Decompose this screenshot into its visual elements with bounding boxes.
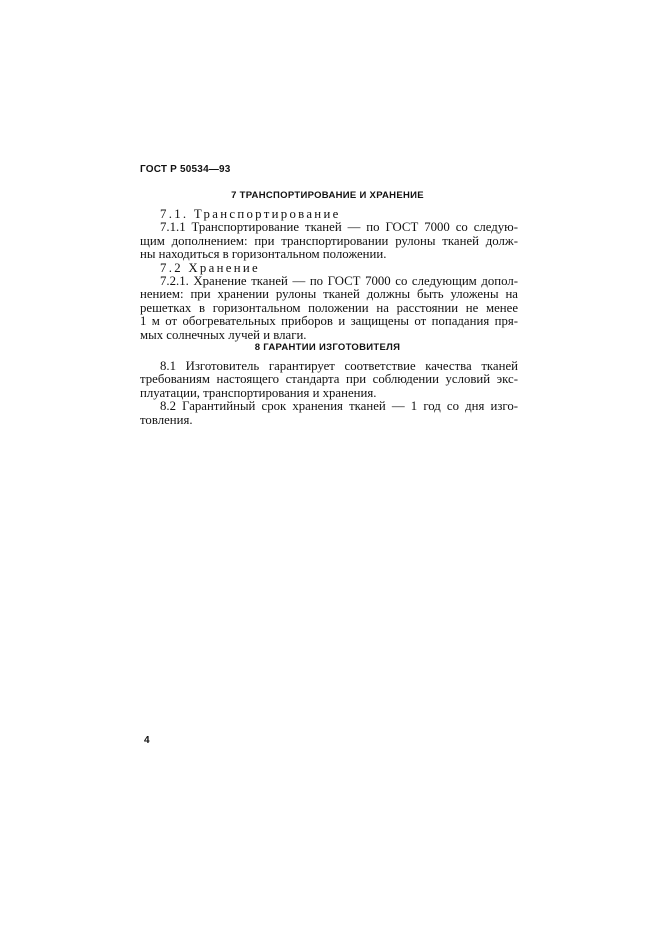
subsection-7-2-heading: 7.2 Хранение xyxy=(160,260,261,275)
paragraph-line: требованиям настоящего стандарта при соблюдении условий экс- xyxy=(140,372,518,387)
paragraph-7-1-1 xyxy=(140,221,518,261)
paragraph-line: товления. xyxy=(140,412,193,427)
paragraph-line: 1 м от обогревательных приборов и защищены от попадания пря- xyxy=(140,314,518,329)
section-8-title: 8 ГАРАНТИИ ИЗГОТОВИТЕЛЯ xyxy=(254,342,401,353)
section-7-body xyxy=(140,208,518,342)
paragraph-line: ны находиться в горизонтальном положении. xyxy=(140,247,387,262)
section-8-body xyxy=(140,360,518,427)
section-7-title: 7 ТРАНСПОРТИРОВАНИЕ И ХРАНЕНИЕ xyxy=(231,190,424,201)
paragraph-7-2-1 xyxy=(140,275,518,342)
paragraph-line: 8.1 Изготовитель гарантирует соответствие качества тканей xyxy=(160,359,518,373)
paragraph-line: нением: при хранении рулоны тканей должны быть уложены на xyxy=(140,287,518,302)
paragraph-line: 7.2.1. Хранение тканей — по ГОСТ 7000 со следующим допол- xyxy=(160,274,518,289)
subsection-7-1-heading: 7.1. Транспортирование xyxy=(160,207,341,221)
paragraph-line: мых солнечных лучей и влаги. xyxy=(140,327,307,342)
paragraph-line: 7.1.1 Транспортирование тканей — по ГОСТ 7000 со следую- xyxy=(160,220,518,235)
paragraph-line: плуатации, транспортирования и хранения. xyxy=(140,385,377,400)
paragraph-line: 8.2 Гарантийный срок хранения тканей — 1 год со дня изго- xyxy=(160,399,518,414)
paragraph-8-2 xyxy=(140,400,518,427)
standard-code-header: ГОСТ Р 50534—93 xyxy=(140,164,231,175)
paragraph-8-1 xyxy=(140,360,518,400)
paragraph-line: щим дополнением: при транспортировании рулоны тканей долж- xyxy=(140,233,518,248)
paragraph-line: решетках в горизонтальном положении на расстоянии не менее xyxy=(140,300,518,315)
page-number: 4 xyxy=(144,735,150,746)
